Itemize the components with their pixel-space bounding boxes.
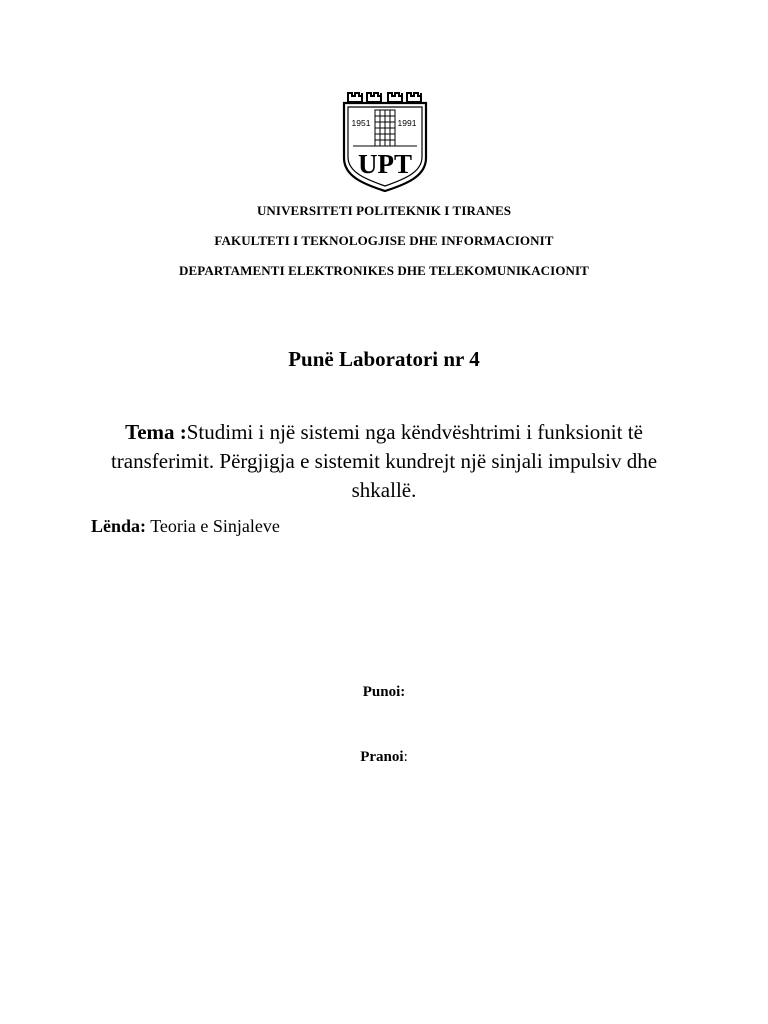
university-name: UNIVERSITETI POLITEKNIK I TIRANES — [256, 203, 512, 218]
accepted-by-line — [0, 749, 768, 766]
topic-text: Studimi i një sistemi nga këndvështrimi i funksionit të transferimit. Përgjigja e sistemit kundrejt një sinjali impulsiv dhe shkallë. — [110, 420, 658, 502]
worked-by-label: Punoi: — [362, 684, 406, 700]
accepted-by-colon: : — [403, 749, 408, 765]
logo-year-right: 1991 — [397, 118, 417, 128]
lab-title: Punë Laboratori nr 4 — [288, 347, 480, 371]
logo-year-left: 1951 — [351, 118, 371, 128]
department-name: DEPARTAMENTI ELEKTRONIKES DHE TELEKOMUNIKACIONIT — [179, 263, 589, 278]
subject-text: Teoria e Sinjaleve — [146, 516, 280, 536]
topic-block — [80, 418, 688, 505]
university-logo — [341, 90, 429, 192]
upt-seal-icon — [341, 90, 429, 192]
topic-label: Tema : — [125, 420, 187, 444]
logo-initials: UPT — [358, 149, 412, 179]
faculty-name: FAKULTETI I TEKNOLOGJISE DHE INFORMACIONIT — [214, 233, 554, 248]
subject-label: Lënda: — [91, 516, 147, 536]
accepted-by-label: Pranoi — [360, 749, 404, 765]
worked-by-line — [0, 684, 768, 701]
subject-line — [91, 516, 280, 537]
